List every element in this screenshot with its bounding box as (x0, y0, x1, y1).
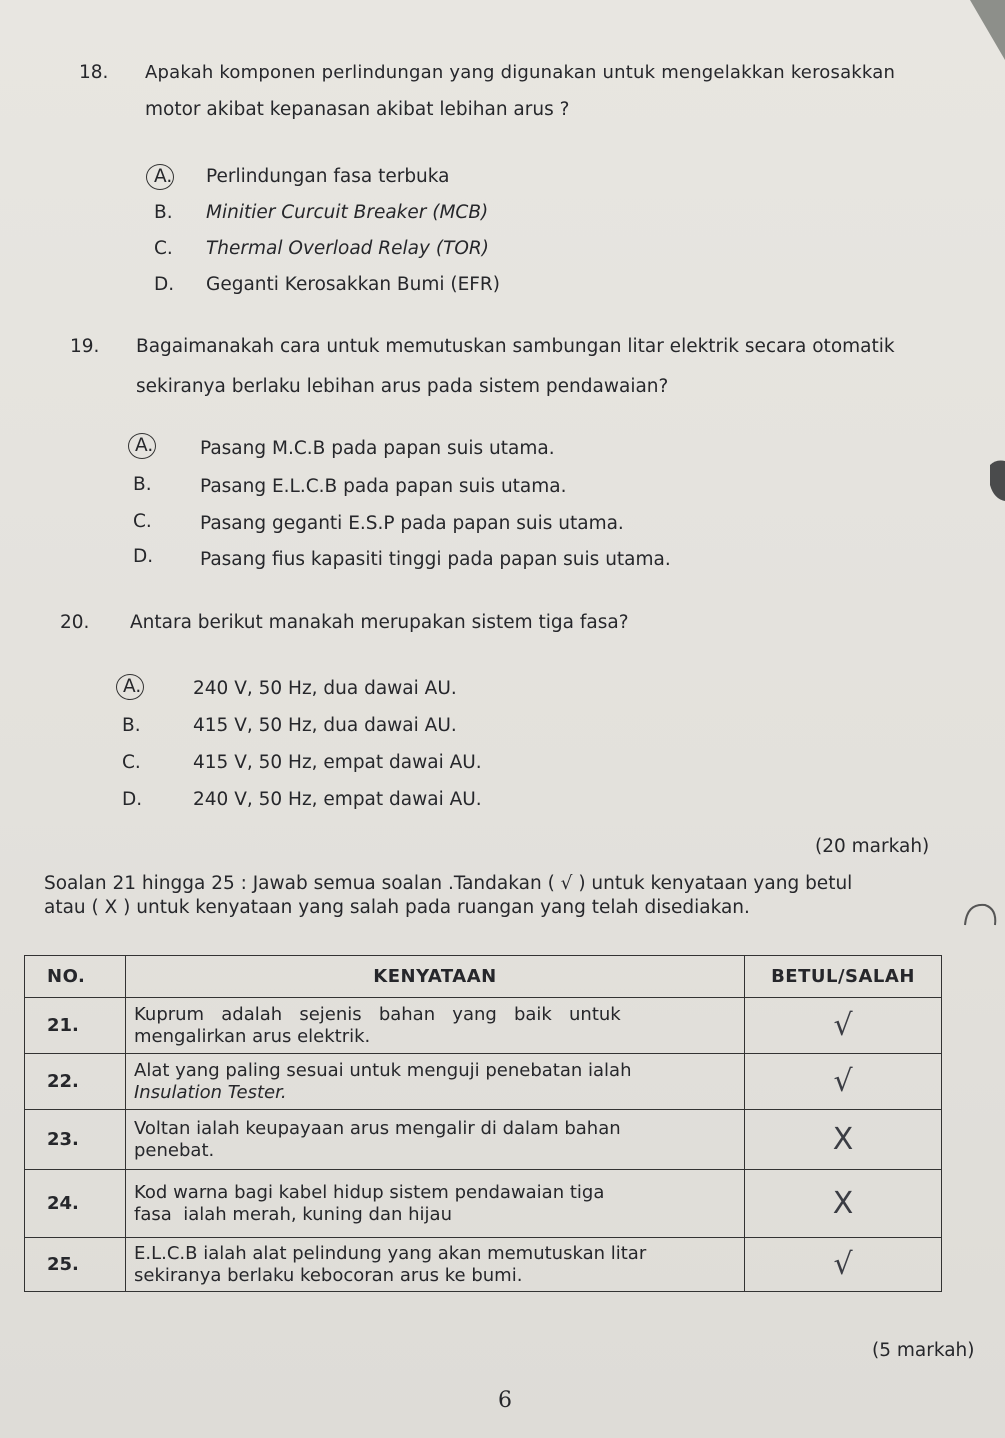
background-shadow-corner (950, 0, 1005, 60)
option-text: Pasang M.C.B pada papan suis utama. (200, 438, 555, 459)
cross-mark: X (832, 1121, 854, 1157)
row-number: 23. (25, 1110, 126, 1170)
instruction-line1: Soalan 21 hingga 25 : Jawab semua soalan .Tandakan ( √ ) untuk kenyataan yang betul (44, 873, 853, 894)
question-18-number: 18. (79, 62, 109, 83)
statement-line1: Alat yang paling sesuai untuk menguji penebatan ialah (134, 1059, 632, 1081)
option-text: 240 V, 50 Hz, dua dawai AU. (193, 678, 457, 699)
option-letter: A. (154, 166, 173, 187)
statement-line1: Voltan ialah keupayaan arus mengalir di dalam bahan (134, 1117, 621, 1139)
table-row (25, 1054, 942, 1110)
header-answer: BETUL/SALAH (745, 956, 942, 998)
header-no: NO. (25, 956, 126, 998)
option-letter: B. (133, 474, 152, 495)
question-19-text-line1: Bagaimanakah cara untuk memutuskan sambungan litar elektrik secara otomatik (136, 336, 895, 357)
check-mark: √ (833, 1246, 853, 1282)
page-number: 6 (498, 1388, 512, 1413)
statement-line1: Kod warna bagi kabel hidup sistem pendawaian tiga (134, 1181, 605, 1203)
option-letter: C. (133, 511, 152, 532)
answer-cell[interactable] (745, 1110, 942, 1170)
option-text: Minitier Curcuit Breaker (MCB) (206, 202, 489, 223)
instruction-line2: atau ( X ) untuk kenyataan yang salah pada ruangan yang telah disediakan. (44, 897, 750, 918)
question-20-text: Antara berikut manakah merupakan sistem tiga fasa? (130, 612, 629, 633)
question-20-number: 20. (60, 612, 90, 633)
question-18-text-line1: Apakah komponen perlindungan yang digunakan untuk mengelakkan kerosakkan (145, 62, 896, 83)
row-number: 25. (25, 1238, 126, 1292)
question-19-number: 19. (70, 336, 100, 357)
option-letter: C. (154, 238, 173, 259)
cross-mark: X (832, 1185, 854, 1221)
row-number: 22. (25, 1054, 126, 1110)
question-19-text-line2: sekiranya berlaku lebihan arus pada sistem pendawaian? (136, 376, 669, 397)
true-false-table (24, 955, 942, 1292)
table-row (25, 1238, 942, 1292)
option-text: Thermal Overload Relay (TOR) (206, 238, 490, 259)
answer-cell[interactable] (745, 1170, 942, 1238)
statement-line2: penebat. (134, 1139, 215, 1161)
background-curl-mark (955, 895, 1005, 935)
table-header-row (25, 956, 942, 998)
option-letter: A. (135, 435, 154, 456)
marks-label-20: (20 markah) (815, 836, 930, 857)
option-letter: D. (122, 789, 143, 810)
statement-line1: E.L.C.B ialah alat pelindung yang akan memutuskan litar (134, 1242, 647, 1264)
statement-line2: Insulation Tester. (134, 1081, 287, 1103)
marks-label-5: (5 markah) (872, 1340, 975, 1361)
statement-cell (126, 1238, 745, 1292)
option-letter: B. (154, 202, 173, 223)
check-mark: √ (833, 1063, 853, 1099)
option-letter: C. (122, 752, 141, 773)
option-text: 240 V, 50 Hz, empat dawai AU. (193, 789, 482, 810)
table-row (25, 1170, 942, 1238)
answer-cell[interactable] (745, 1238, 942, 1292)
option-text: Pasang E.L.C.B pada papan suis utama. (200, 476, 567, 497)
option-letter: A. (123, 676, 142, 697)
option-letter: D. (133, 546, 154, 567)
option-text: Perlindungan fasa terbuka (206, 166, 450, 187)
option-text: 415 V, 50 Hz, empat dawai AU. (193, 752, 482, 773)
statement-line1: Kuprum adalah sejenis bahan yang baik untuk (134, 1003, 621, 1025)
row-number: 24. (25, 1170, 126, 1238)
option-text: Pasang geganti E.S.P pada papan suis utama. (200, 513, 624, 534)
statement-cell (126, 1110, 745, 1170)
check-mark: √ (833, 1007, 853, 1043)
background-dark-object (982, 455, 1005, 505)
answer-cell[interactable] (745, 998, 942, 1054)
table-row (25, 1110, 942, 1170)
statement-cell (126, 1054, 745, 1110)
row-number: 21. (25, 998, 126, 1054)
statement-line2: mengalirkan arus elektrik. (134, 1025, 371, 1047)
option-letter: D. (154, 274, 175, 295)
answer-cell[interactable] (745, 1054, 942, 1110)
option-text: 415 V, 50 Hz, dua dawai AU. (193, 715, 457, 736)
statement-cell (126, 1170, 745, 1238)
header-statement: KENYATAAN (126, 956, 745, 998)
statement-cell (126, 998, 745, 1054)
statement-line2: sekiranya berlaku kebocoran arus ke bumi. (134, 1264, 523, 1286)
option-text: Geganti Kerosakkan Bumi (EFR) (206, 274, 501, 295)
statement-line2: fasa ialah merah, kuning dan hijau (134, 1203, 452, 1225)
table-row (25, 998, 942, 1054)
option-letter: B. (122, 715, 141, 736)
option-text: Pasang fius kapasiti tinggi pada papan suis utama. (200, 549, 671, 570)
question-18-text-line2: motor akibat kepanasan akibat lebihan arus ? (145, 99, 570, 120)
